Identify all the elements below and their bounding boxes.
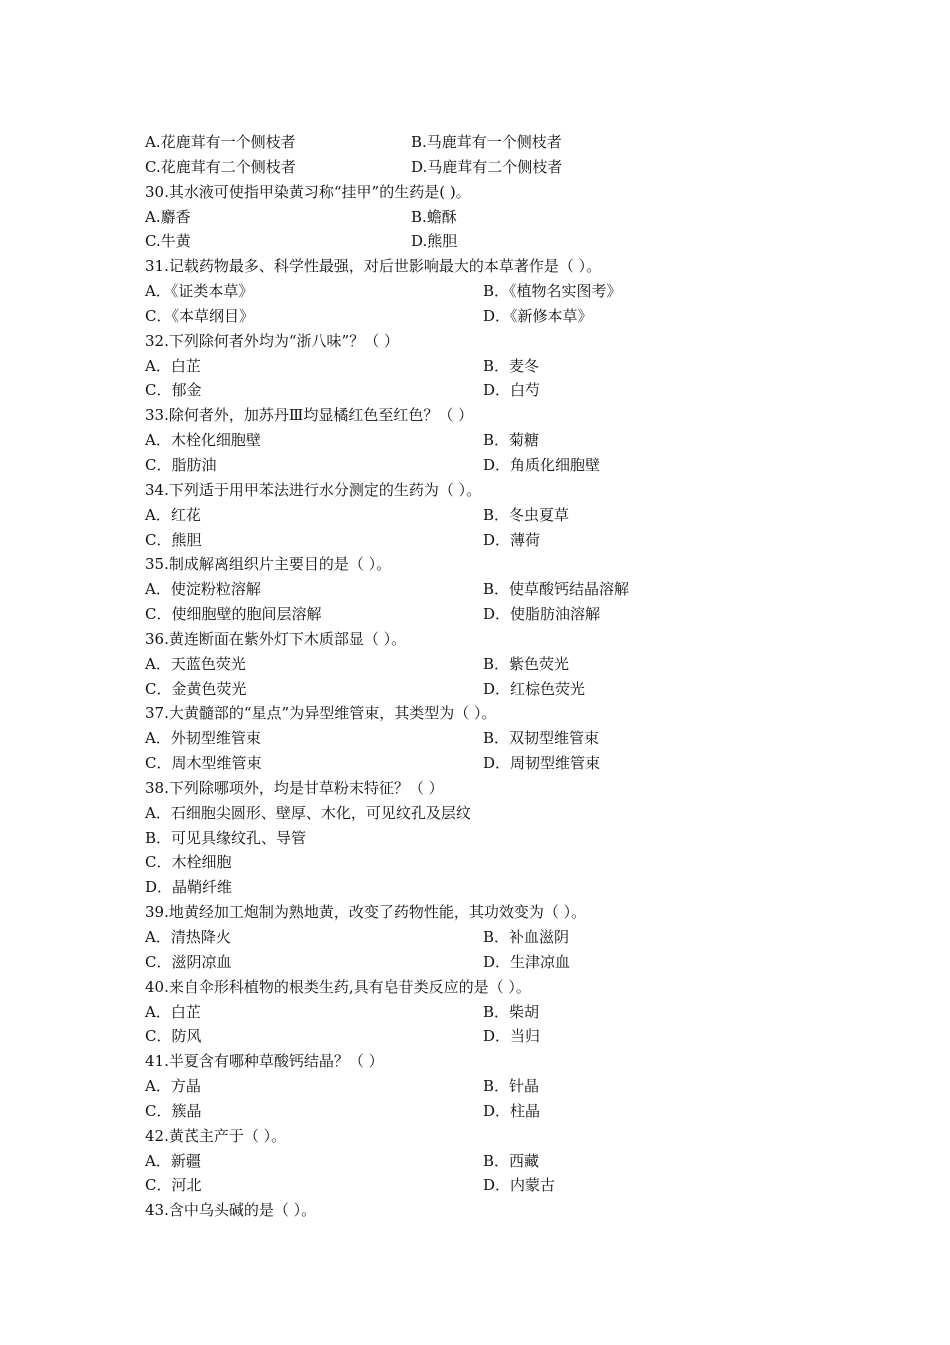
answer-option: D.熊胆 (411, 232, 458, 251)
answer-option-row (145, 528, 865, 553)
answer-option: D．晶鞘纤维 (145, 878, 233, 897)
question-stem: 32.下列除何者外均为“浙八味”？（ ） (145, 331, 399, 350)
question-stem: 43.含中乌头碱的是（ ）。 (145, 1201, 317, 1220)
answer-option: C．脂肪油 (145, 455, 217, 474)
answer-option: D.马鹿茸有二个侧枝者 (411, 157, 563, 176)
answer-option-row (145, 726, 865, 751)
answer-option: A.花鹿茸有一个侧枝者 (145, 133, 296, 151)
question-stem: 42.黄芪主产于（ ）。 (145, 1126, 287, 1145)
answer-option: D．周韧型维管束 (483, 754, 601, 773)
answer-option-row (145, 950, 865, 975)
answer-option: C．郁金 (145, 381, 202, 400)
answer-option: D．内蒙古 (483, 1176, 556, 1195)
answer-option: A．白芷 (145, 1002, 201, 1021)
answer-option: B.蟾酥 (411, 207, 457, 226)
answer-option-row (145, 378, 865, 403)
answer-option-row (145, 1024, 865, 1049)
answer-option: B．使草酸钙结晶溶解 (483, 580, 630, 599)
answer-option-row (145, 354, 865, 379)
answer-option-row (145, 503, 865, 528)
answer-option: C.花鹿茸有二个侧枝者 (145, 157, 296, 176)
answer-option: A．《证类本草》 (145, 282, 254, 301)
answer-option-row (145, 155, 865, 180)
answer-option-row (145, 1173, 865, 1198)
answer-option: B．《植物名实图考》 (483, 282, 622, 301)
question-stem: 39.地黄经加工炮制为熟地黄，改变了药物性能，其功效变为（ ）。 (145, 903, 587, 922)
question-stem: 33.除何者外，加苏丹Ⅲ均显橘红色至红色？（ ） (145, 406, 474, 425)
answer-option: A．木栓化细胞壁 (145, 431, 261, 450)
answer-option: D．角质化细胞壁 (483, 455, 601, 474)
answer-option: D．当归 (483, 1027, 541, 1046)
answer-option: A．石细胞尖圆形、壁厚、木化，可见纹孔及层纹 (145, 803, 471, 822)
answer-option-row (145, 428, 865, 453)
answer-option: C．木栓细胞 (145, 853, 232, 872)
answer-option-row (145, 1000, 865, 1025)
question-stem: 41.半夏含有哪种草酸钙结晶？（ ） (145, 1052, 384, 1071)
answer-option: A．清热降火 (145, 928, 231, 946)
answer-option: C．簇晶 (145, 1101, 202, 1120)
answer-option: D．柱晶 (483, 1101, 541, 1120)
answer-option: B．菊糖 (483, 431, 540, 450)
answer-option-row (145, 304, 865, 329)
answer-option-row (145, 925, 865, 950)
answer-option-row (145, 1149, 865, 1174)
answer-option: D．使脂肪油溶解 (483, 605, 601, 624)
answer-option: A．天蓝色荧光 (145, 654, 246, 673)
answer-option-row (145, 1074, 865, 1099)
answer-option: D．生津凉血 (483, 952, 571, 971)
answer-option-row (145, 229, 865, 254)
question-stem: 38.下列除哪项外，均是甘草粉末特征？（ ） (145, 778, 444, 797)
question-stem: 35.制成解离组织片主要目的是（ ）。 (145, 555, 392, 574)
answer-option: D．白芍 (483, 381, 541, 400)
answer-option-row (145, 1099, 865, 1124)
answer-option-row (145, 205, 865, 230)
answer-option: B．麦冬 (483, 356, 540, 375)
answer-option: B．双韧型维管束 (483, 729, 600, 748)
exam-page (145, 130, 865, 1223)
answer-option: A．新疆 (145, 1151, 201, 1170)
answer-option: A．方晶 (145, 1077, 201, 1096)
answer-option-row (145, 677, 865, 702)
answer-option: C.牛黄 (145, 232, 191, 251)
answer-option: D．红棕色荧光 (483, 679, 586, 698)
answer-option: B．冬虫夏草 (483, 505, 570, 524)
answer-option: B．紫色荧光 (483, 654, 570, 673)
question-stem: 30.其水液可使指甲染黄习称“挂甲”的生药是( )。 (145, 182, 471, 201)
answer-option: C．周木型维管束 (145, 754, 262, 773)
answer-option-row (145, 652, 865, 677)
answer-option: A.麝香 (145, 207, 191, 226)
answer-option: B．可见具缘纹孔、导管 (145, 828, 307, 847)
answer-option: D．薄荷 (483, 530, 541, 549)
question-stem: 36.黄连断面在紫外灯下木质部显（ ）。 (145, 629, 407, 648)
question-stem: 34.下列适于用甲苯法进行水分测定的生药为（ ）。 (145, 480, 482, 499)
answer-option: B.马鹿茸有一个侧枝者 (411, 133, 562, 151)
question-stem: 37.大黄髓部的“星点”为异型维管束，其类型为（ ）。 (145, 704, 497, 723)
answer-option-row (145, 130, 865, 155)
question-stem: 40.来自伞形科植物的根类生药,具有皂苷类反应的是（ ）。 (145, 977, 531, 996)
answer-option: C．熊胆 (145, 530, 202, 549)
answer-option: C．《本草纲目》 (145, 306, 254, 325)
answer-option-row (145, 602, 865, 627)
answer-option-row (145, 279, 865, 304)
answer-option-row (145, 453, 865, 478)
answer-option: A．白芷 (145, 356, 201, 375)
question-stem: 31.记载药物最多、科学性最强，对后世影响最大的本草著作是（ ）。 (145, 257, 602, 276)
answer-option: B．针晶 (483, 1077, 540, 1096)
answer-option: C．使细胞壁的胞间层溶解 (145, 605, 322, 624)
answer-option: A．使淀粉粒溶解 (145, 580, 261, 599)
answer-option: B．西藏 (483, 1151, 540, 1170)
answer-option-row (145, 577, 865, 602)
answer-option: A．外韧型维管束 (145, 729, 261, 748)
answer-option: B．柴胡 (483, 1002, 540, 1021)
answer-option: B．补血滋阴 (483, 928, 570, 946)
answer-option: C．金黄色荧光 (145, 679, 247, 698)
answer-option: C．滋阴凉血 (145, 952, 232, 971)
answer-option: C．河北 (145, 1176, 202, 1195)
answer-option: A．红花 (145, 505, 201, 524)
answer-option: D．《新修本草》 (483, 306, 593, 325)
answer-option-row (145, 751, 865, 776)
answer-option: C．防风 (145, 1027, 202, 1046)
